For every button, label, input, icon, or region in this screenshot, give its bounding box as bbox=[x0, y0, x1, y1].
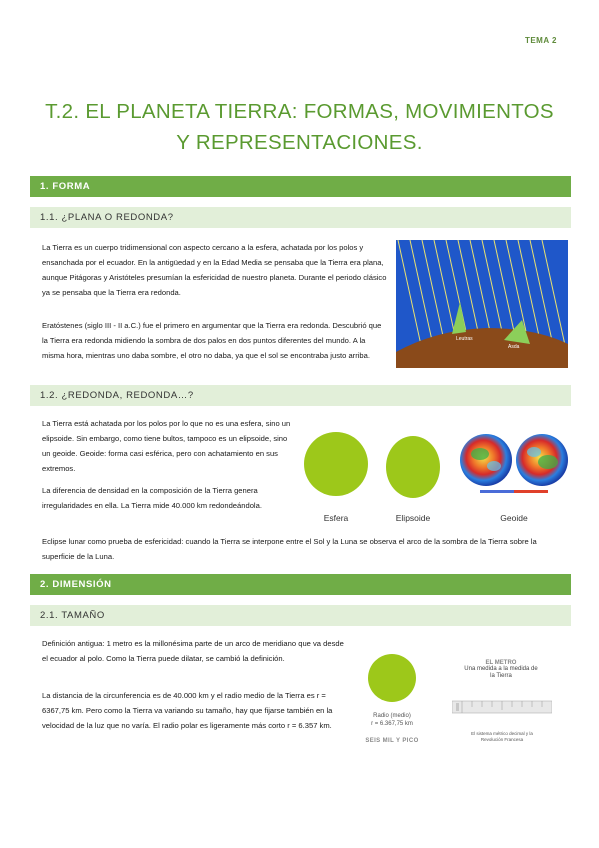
section-heading-dimension: 2. DIMENSIÓN bbox=[30, 574, 571, 595]
metro-subtitle-2: la Tierra bbox=[490, 673, 512, 679]
paragraph-tamano-1: Definición antigua: 1 metro es la millonésima parte de un arco de meridiano que va desde el ecuador al polo. Como la Tierra puede dilatar, se cambió la definición. bbox=[42, 639, 344, 663]
paragraph-plana-1: La Tierra es un cuerpo tridimensional con aspecto cercano a la esfera, achatada por los polos y ensanchada por el ecuador. En la antigüedad y en la Edad Media se pensaba que la Tierra era plana, aunque Pitágoras y Aristóteles presumían la esfericidad de nuestro planeta. Durante el periodo clásico ya se pensaba que la Tierra era redonda. bbox=[42, 243, 387, 297]
figure-label-b: Asda bbox=[508, 344, 520, 350]
page-title bbox=[30, 96, 569, 158]
paragraph-tamano-2: La distancia de la circunferencia es de 40.000 km y el radio medio de la Tierra es r = 6367,75 km. Pero como la Tierra va variando su tamaño, hay que fijarse también en la velocidad de la luz que no varía. El radio polar es ligeramente más corto r = 6.357 km. bbox=[42, 691, 333, 730]
shape-label-elipsoide: Elipsoide bbox=[395, 513, 431, 523]
metro-title: EL METRO bbox=[485, 660, 517, 666]
subsection-heading-plana: 1.1. ¿PLANA O REDONDA? bbox=[30, 207, 571, 228]
title-line-1: T.2. EL PLANETA TIERRA: FORMAS, MOVIMIENTOS bbox=[45, 100, 554, 123]
geoid-figure bbox=[458, 432, 570, 498]
paragraph-redonda-1: La Tierra está achatada por los polos por lo que no es una esfera, sino un elipsoide. Sin embargo, como tiene bultos, tampoco es un elipsoide, sino un geoide. Geoide: forma casi esférica, pero con achatamiento en sus extremos. bbox=[42, 419, 291, 473]
metro-subtitle-1: Una medida a la medida de bbox=[464, 666, 538, 672]
ellipsoid-shape bbox=[386, 436, 440, 498]
paragraph-redonda-2: La diferencia de densidad en la composición de la Tierra genera irregularidades en ella. La Tierra mide 40.000 km redondeándola. bbox=[42, 486, 262, 510]
eratosthenes-figure bbox=[396, 240, 568, 368]
paragraph-redonda-3: Eclipse lunar como prueba de esfericidad: cuando la Tierra se interpone entre el Sol y la Luna se observa el arco de la sombra de la Tierra sobre la superficie de la Luna. bbox=[42, 537, 537, 561]
earth-radius-circle bbox=[368, 654, 416, 702]
radius-caption-line-2: r = 6.367,75 km bbox=[371, 721, 413, 727]
paragraph-plana-2: Eratóstenes (siglo III - II a.C.) fue el primero en argumentar que la Tierra era redonda. Descubrió que la Tierra era redonda midiendo la sombra de dos palos en dos puntos diferentes del mundo. A la misma hora, mientras uno daba sombre, el otro no daba, ya que el sol se encontraba justo arriba. bbox=[42, 321, 382, 360]
metro-caption-line-2: Revolución Francesa bbox=[480, 737, 524, 742]
subsection-heading-tamano: 2.1. TAMAÑO bbox=[30, 605, 571, 626]
metro-ruler bbox=[452, 700, 552, 714]
shape-label-esfera: Esfera bbox=[323, 513, 349, 523]
metro-caption bbox=[452, 731, 552, 743]
metro-caption-line-1: El sistema métrico decimal y la bbox=[471, 731, 533, 736]
subsection-heading-redonda: 1.2. ¿REDONDA, REDONDA…? bbox=[30, 385, 571, 406]
figure-label-a: Leutras bbox=[456, 336, 473, 342]
tema-label: TEMA 2 bbox=[524, 36, 557, 45]
radius-caption bbox=[354, 712, 430, 728]
title-line-2: Y REPRESENTACIONES. bbox=[176, 131, 423, 154]
sphere-shape bbox=[304, 432, 368, 496]
section-heading-forma: 1. FORMA bbox=[30, 176, 571, 197]
metro-figure bbox=[446, 660, 556, 680]
radius-caption-line-1: Radio (medio) bbox=[373, 713, 411, 719]
brand-label: SEIS MIL Y PICO bbox=[365, 738, 419, 744]
shape-label-geoide: Geoide bbox=[500, 513, 528, 523]
